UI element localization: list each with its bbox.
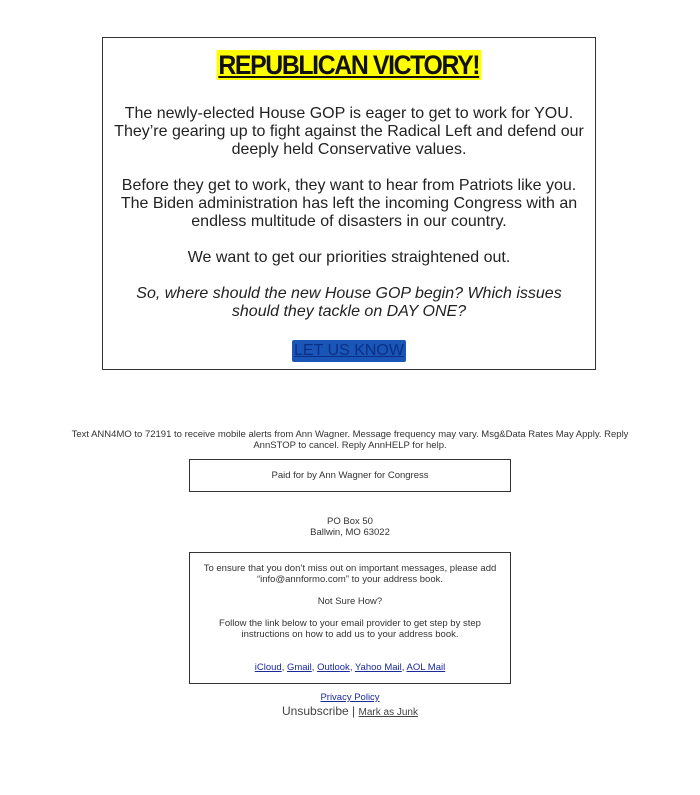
provider-links: iCloud, Gmail, Outlook, Yahoo Mail, AOL Mail xyxy=(254,662,446,673)
mark-as-junk-link[interactable]: Mark as Junk xyxy=(358,707,418,718)
paragraph-question: So, where should the new House GOP begin? Which issues should they tackle on DAY ONE? xyxy=(136,285,562,320)
headline: REPUBLICAN VICTORY! xyxy=(218,50,480,80)
privacy-row xyxy=(0,692,700,703)
aol-mail-link[interactable]: AOL Mail xyxy=(406,662,446,673)
sms-notice: Text ANN4MO to 72191 to receive mobile alerts from Ann Wagner. Message frequency may vary. Msg&Data Rates May Apply. Reply AnnSTOP to cancel. Reply AnnHELP for help. xyxy=(71,429,629,451)
link-separator: | xyxy=(352,704,356,718)
privacy-policy-link[interactable]: Privacy Policy xyxy=(320,692,380,703)
paragraph-priorities: We want to get our priorities straightened out. xyxy=(187,249,511,266)
paragraph-intro: The newly-elected House GOP is eager to get to work for YOU. They’re gearing up to fight against the Radical Left and defend our deeply held Conservative values. xyxy=(114,105,584,158)
whitelist-instructions: To ensure that you don’t miss out on important messages, please add “info@annformo.com” to your address book. xyxy=(203,563,497,585)
address-line-2: Ballwin, MO 63022 xyxy=(310,527,390,538)
paid-for-text: Paid for by Ann Wagner for Congress xyxy=(271,470,429,481)
address-book-info-box xyxy=(189,552,511,684)
paid-for-box xyxy=(189,459,511,492)
unsubscribe-row xyxy=(0,704,700,720)
paragraph-patriots: Before they get to work, they want to hear from Patriots like you. The Biden administration has left the incoming Congress with an endless multitude of disasters in our country. xyxy=(120,177,578,230)
unsubscribe-link[interactable]: Unsubscribe xyxy=(282,704,349,718)
headline-wrap xyxy=(103,50,595,82)
not-sure-how: Not Sure How? xyxy=(317,596,383,607)
mailing-address xyxy=(0,516,700,538)
outlook-link[interactable]: Outlook xyxy=(317,662,350,673)
icloud-link[interactable]: iCloud xyxy=(254,662,282,673)
let-us-know-button[interactable]: LET US KNOW xyxy=(292,340,406,362)
address-line-1: PO Box 50 xyxy=(327,516,373,527)
yahoo-mail-link[interactable]: Yahoo Mail xyxy=(354,662,402,673)
main-message-box xyxy=(102,37,596,370)
gmail-link[interactable]: Gmail xyxy=(286,662,312,673)
cta-wrap xyxy=(103,340,595,362)
provider-instructions: Follow the link below to your email provider to get step by step instructions on how to add us to your address book. xyxy=(219,618,481,640)
